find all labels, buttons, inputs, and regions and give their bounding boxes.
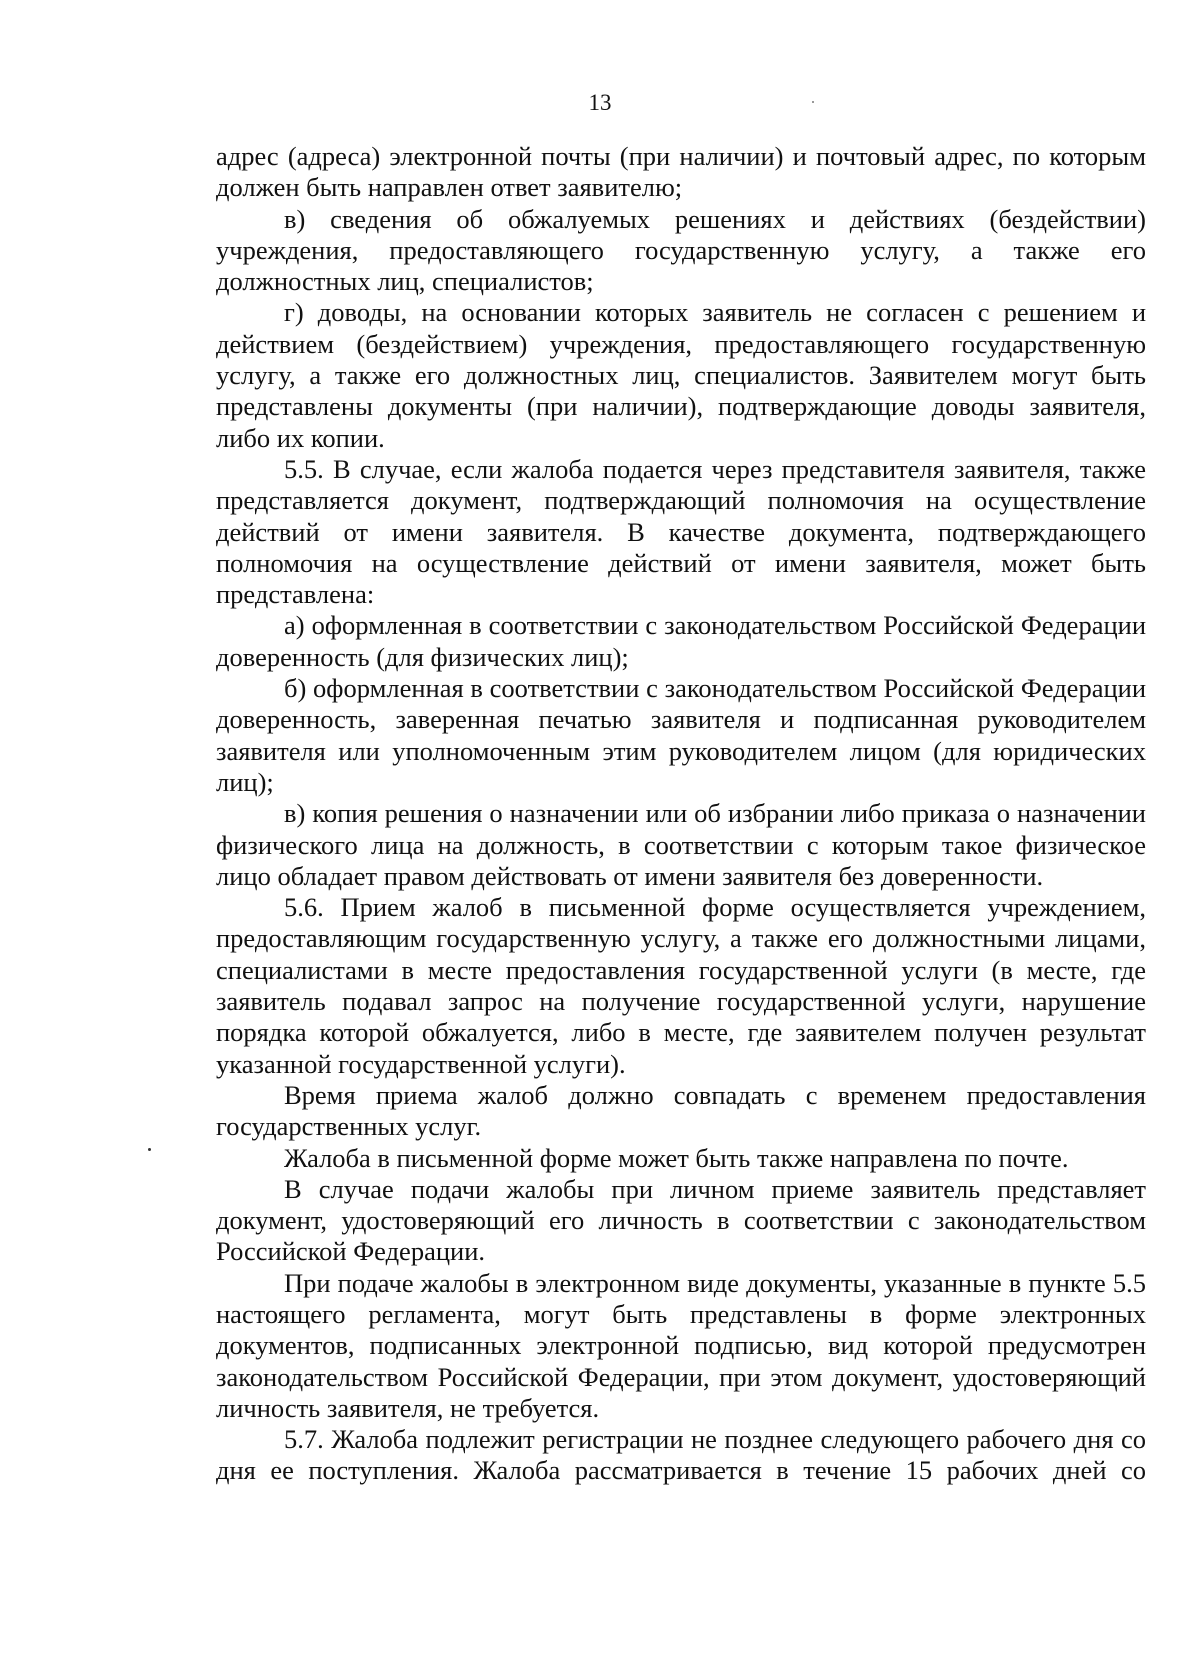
scan-artifact [148, 1148, 151, 1151]
paragraph: в) сведения об обжалуемых решениях и действиях (бездействии) учреждения, предоставляющего государственную услугу, а также его должностных лиц, специалистов; [216, 203, 1146, 297]
paragraph: При подаче жалобы в электронном виде документы, указанные в пункте 5.5 настоящего регламента, могут быть представлены в форме электронных документов, подписанных электронной подписью, вид которой предусмотрен законодательством Российской Федерации, при этом документ, удостоверяющий личность заявителя, не требуется. [216, 1267, 1146, 1423]
paragraph: 5.6. Прием жалоб в письменной форме осуществляется учреждением, предоставляющим государственную услугу, а также его должностными лицами, специалистами в месте предоставления государственной услуги (в месте, где заявитель подавал запрос на получение государственной услуги, нарушение порядка которой обжалуется, либо в месте, где заявителем получен результат указанной государственной услуги). [216, 892, 1146, 1079]
paragraph: Жалоба в письменной форме может быть также направлена по почте. [284, 1142, 1069, 1173]
paragraph: 5.7. Жалоба подлежит регистрации не позднее следующего рабочего дня со дня ее поступления. Жалоба рассматривается в течение 15 рабочих дней со [216, 1424, 1146, 1486]
paragraph: г) доводы, на основании которых заявитель не согласен с решением и действием (бездействием) учреждения, предоставляющего государственную услугу, а также его должностных лиц, специалистов. Заявителем могут быть представлены документы (при наличии), подтверждающие доводы заявителя, либо их копии. [216, 297, 1146, 453]
document-body [216, 141, 1146, 1487]
paragraph: а) оформленная в соответствии с законодательством Российской Федерации доверенность (для физических лиц); [216, 610, 1146, 672]
paragraph: адрес (адреса) электронной почты (при наличии) и почтовый адрес, по которым должен быть направлен ответ заявителю; [216, 141, 1146, 203]
paragraph: 5.5. В случае, если жалоба подается через представителя заявителя, также представляется документ, подтверждающий полномочия на осуществление действий от имени заявителя. В качестве документа, подтверждающего полномочия на осуществление действий от имени заявителя, может быть представлена: [216, 453, 1146, 610]
paragraph: б) оформленная в соответствии с законодательством Российской Федерации доверенность, заверенная печатью заявителя и подписанная руководителем заявителя или уполномоченным этим руководителем лицом (для юридических лиц); [216, 673, 1146, 797]
page-number: 13 [588, 90, 612, 115]
scan-artifact [812, 101, 814, 103]
paragraph: В случае подачи жалобы при личном приеме заявитель представляет документ, удостоверяющий его личность в соответствии с законодательством Российской Федерации. [216, 1173, 1146, 1267]
paragraph: в) копия решения о назначении или об избрании либо приказа о назначении физического лица на должность, в соответствии с которым такое физическое лицо обладает правом действовать от имени заявителя без доверенности. [216, 798, 1146, 891]
paragraph: Время приема жалоб должно совпадать с временем предоставления государственных услуг. [216, 1079, 1146, 1142]
